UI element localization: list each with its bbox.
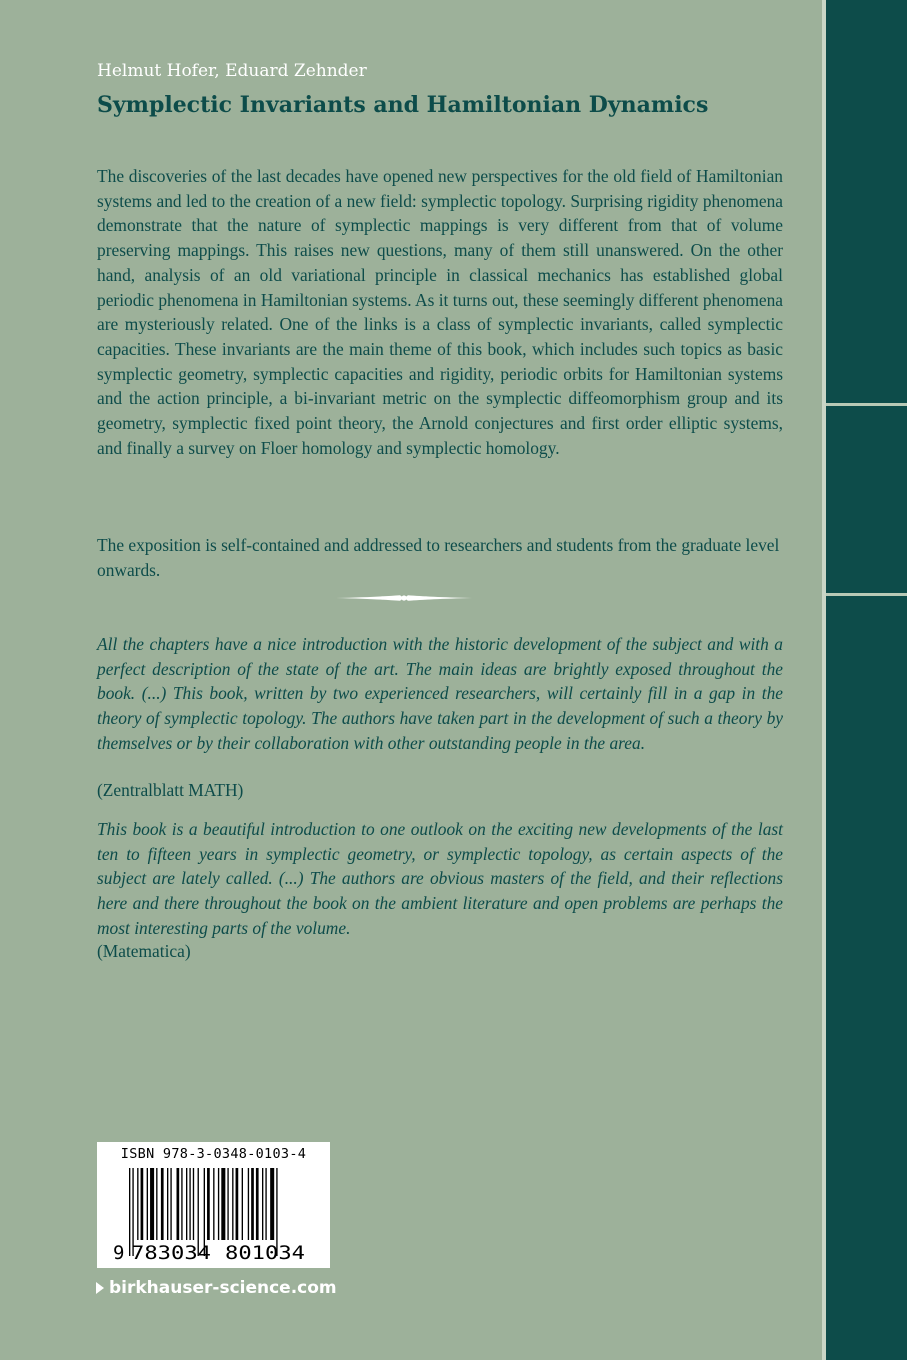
barcode-bar	[161, 1168, 164, 1240]
barcode-bar	[213, 1168, 214, 1240]
barcode-bar	[156, 1168, 157, 1240]
barcode-bar	[251, 1168, 254, 1240]
barcode-bar	[265, 1168, 266, 1240]
isbn-number: ISBN 978-3-0348-0103-4	[120, 1146, 307, 1162]
barcode-first-digit: 9	[113, 1242, 125, 1262]
barcode-bar	[242, 1168, 243, 1240]
review-quote: This book is a beautiful introduction to one outlook on the exciting new developments of the last ten to fifteen years in symplectic geometry, or symplectic topology, as certain aspects of the subject are lately called. (...) The authors are obvious masters of the field, and their reflections here and there throughout the book on the ambient literature and open problems are perhaps the most interesting parts of the volume.	[97, 819, 783, 938]
barcode-bar	[236, 1168, 239, 1240]
barcode-left-digits: 783034	[131, 1242, 211, 1262]
barcode-bar	[193, 1168, 194, 1240]
barcode-bar	[181, 1168, 182, 1240]
description-paragraph: The discoveries of the last decades have opened new perspectives for the old field of Hamiltonian systems and led to the creation of a new field: symplectic topology. Surprising rigidity phenomena demonstrate that the nature of symplectic mappings is very different from that of volume preserving mappings. This raises new questions, many of them still unanswered. On the other hand, analysis of an old variational principle in classical mechanics has established global periodic phenomena in Hamiltonian systems. As it turns out, these seemingly different phenomena are mysteriously related. One of the links is a class of symplectic invariants, called symplectic capacities. These invariants are the main theme of this book, which includes such topics as basic symplectic geometry, symplectic capacities and rigidity, periodic orbits for Hamiltonian systems and the action principle, a bi-invariant metric on the symplectic diffeomorphism group and its geometry, symplectic fixed point theory, the Arnold conjectures and first order elliptic systems, and finally a survey on Floer homology and symplectic homology.	[97, 166, 783, 458]
barcode-bar	[232, 1168, 233, 1240]
barcode-bar	[137, 1168, 138, 1240]
isbn-barcode	[97, 1142, 330, 1268]
barcode-bar	[167, 1168, 168, 1240]
barcode-bar	[170, 1168, 171, 1240]
spine-divider	[826, 403, 907, 406]
barcode-bar	[141, 1168, 144, 1240]
barcode-bar	[262, 1168, 263, 1240]
description-paragraph: The exposition is self-contained and addressed to researchers and students from the graduate level onwards.	[97, 535, 780, 580]
review-source: (Matematica)	[97, 941, 191, 961]
barcode-bar	[186, 1168, 187, 1240]
barcode-bar	[218, 1168, 219, 1240]
publisher-website[interactable]	[96, 1278, 337, 1298]
barcode-bar	[221, 1168, 225, 1240]
ornament-divider	[336, 592, 472, 604]
barcode-right-digits: 801034	[225, 1242, 305, 1262]
barcode-bar	[256, 1168, 259, 1240]
spine-divider	[826, 593, 907, 596]
review-source: (Zentralblatt MATH)	[97, 780, 244, 800]
barcode-bar	[150, 1168, 154, 1240]
barcode-bar	[207, 1168, 210, 1240]
author-names: Helmut Hofer, Eduard Zehnder	[97, 61, 367, 81]
website-url: birkhauser-science.com	[109, 1278, 337, 1298]
barcode-bar	[177, 1168, 180, 1240]
book-title: Symplectic Invariants and Hamiltonian Dynamics	[97, 92, 709, 118]
barcode-bars	[97, 1166, 330, 1262]
review-quote: All the chapters have a nice introduction with the historic development of the subject and with a perfect description of the state of the art. The main ideas are brightly exposed throughout the book. (...) This book, written by two experienced researchers, will certainly fill in a gap in the theory of symplectic topology. The authors have taken part in the development of such a theory by themselves or by their collaboration with other outstanding people in the area.	[97, 634, 783, 753]
barcode-bar	[270, 1168, 274, 1240]
barcode-bar	[227, 1168, 228, 1240]
barcode-bar	[189, 1168, 190, 1240]
book-spine	[826, 0, 907, 1360]
arrow-right-icon	[96, 1282, 104, 1294]
barcode-bar	[147, 1168, 148, 1240]
barcode-bar	[248, 1168, 249, 1240]
